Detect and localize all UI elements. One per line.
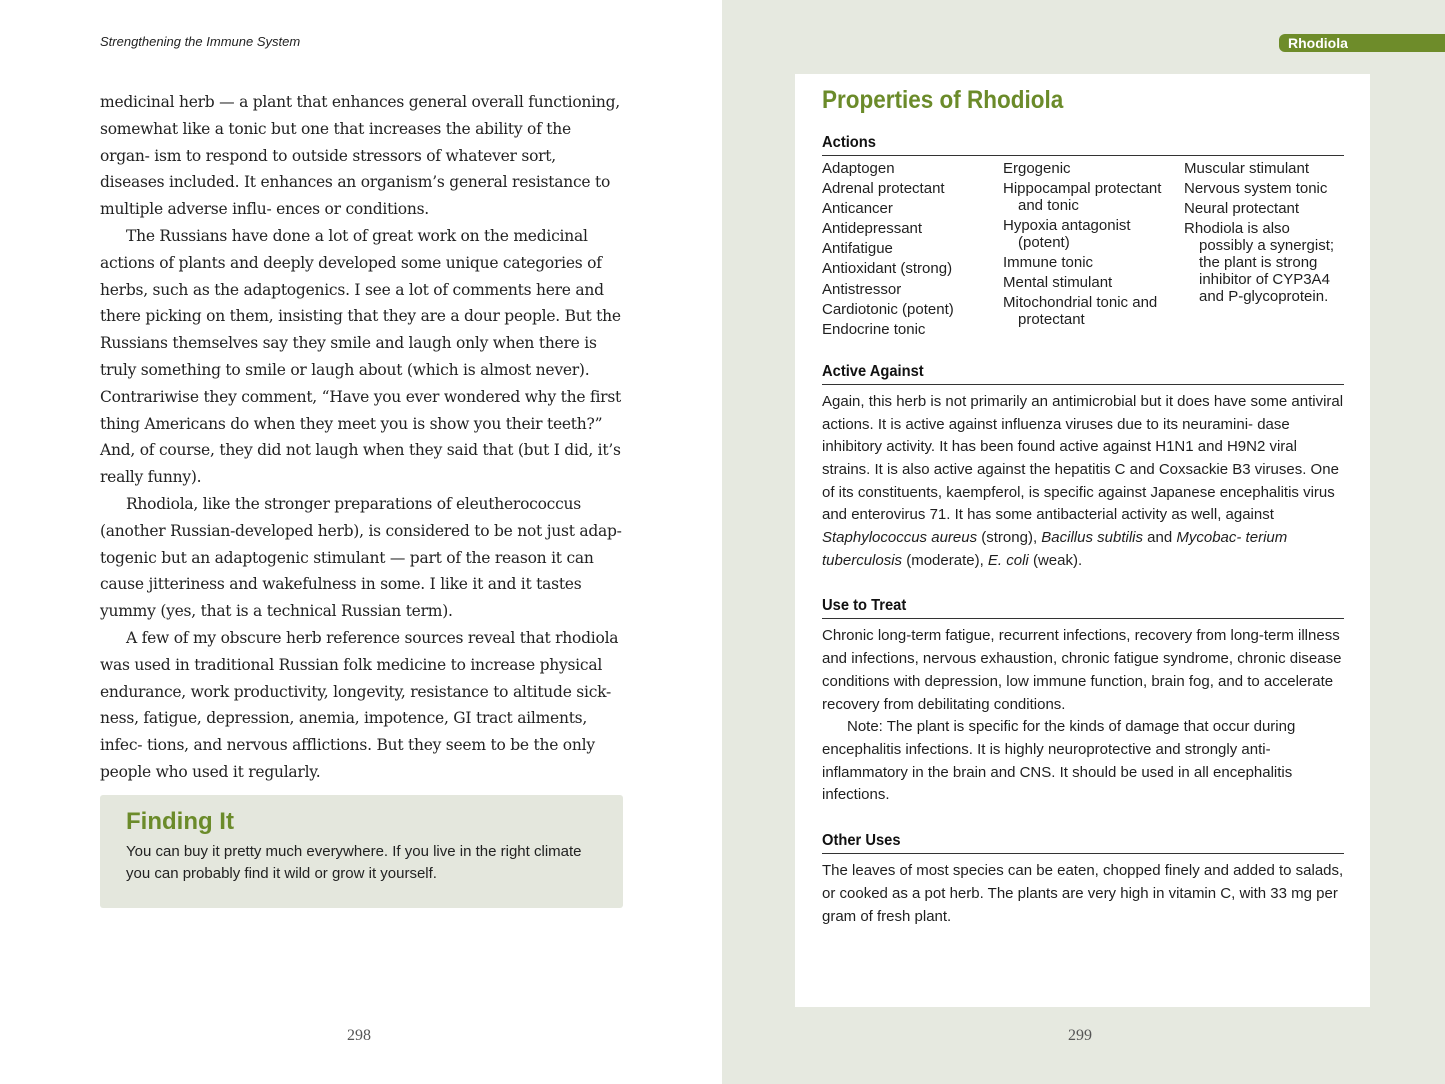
actions-column-1	[822, 160, 1003, 341]
properties-card	[795, 74, 1370, 1007]
action-item: Ergogenic	[1003, 160, 1071, 177]
other-uses-section	[822, 832, 1344, 928]
action-item: Antifatigue	[822, 240, 893, 258]
finding-it-body: You can buy it pretty much everywhere. If you live in the right climate you can probably find it wild or grow it yourself.	[126, 843, 582, 882]
other-uses-body: The leaves of most species can be eaten, chopped finely and added to salads, or cooked as a pot herb. The plants are very high in vitamin C, with 33 mg per gram of fresh plant.	[822, 862, 1344, 925]
left-page	[0, 0, 722, 1084]
actions-grid	[822, 156, 1344, 341]
paragraph: The Russians have done a lot of great work on the medicinal actions of plants and deeply developed some unique categories of herbs, such as the adaptogenics. I see a lot of comments here and there picking on them, insisting that they are a dour people. But the Russians themselves say they smile and laugh only when there is truly something to smile or laugh about (which is almost never). Contrariwise they comment, “Have you ever wondered why the first thing Americans do when they meet you is show you their teeth?” And, of course, they did not laugh when they said that (but I did, it’s really funny).	[100, 226, 622, 487]
action-item: Nervous system tonic	[1184, 180, 1328, 198]
finding-it-box	[100, 795, 623, 908]
action-item: Adaptogen	[822, 160, 895, 177]
action-item: Neural protectant	[1184, 200, 1300, 218]
action-item: Mental stimulant	[1003, 274, 1113, 292]
actions-section	[822, 134, 1344, 341]
actions-column-2	[1003, 160, 1184, 341]
action-item: Mitochondrial tonic and protectant	[1003, 294, 1158, 329]
section-heading: Use to Treat	[822, 597, 1344, 619]
running-head: Strengthening the Immune System	[100, 34, 301, 49]
section-heading: Actions	[822, 134, 1344, 156]
section-tab: Rhodiola	[1279, 34, 1445, 52]
section-heading: Other Uses	[822, 832, 1344, 854]
page-number-left: 298	[347, 1027, 371, 1044]
active-against-section	[822, 363, 1344, 573]
active-against-body: Again, this herb is not primarily an antimicrobial but it does have some antiviral actions. It is active against influenza viruses due to its neuramini- dase inhibitory activity. It has been found active against H1N1 and H9N2 viral strains. It is also active against the hepatitis C and Coxsackie B3 viruses. One of its constituents, kaempferol, is specific against Japanese encephalitis virus and enterovirus 71. It has some antibacterial activity as well, against Staphylococcus aureus (strong), Bacillus subtilis and Mycobac- terium tuberculosis (moderate), E. coli (weak).	[822, 392, 1344, 569]
finding-it-title: Finding It	[126, 808, 234, 835]
right-page	[722, 0, 1445, 1084]
use-to-treat-section	[822, 597, 1344, 807]
action-item: Rhodiola is also possibly a synergist; the plant is strong inhibitor of CYP3A4 and P-glycoprotein.	[1184, 220, 1335, 306]
page-number-right: 299	[1068, 1027, 1092, 1044]
use-to-treat-note: Note: The plant is specific for the kinds of damage that occur during encephalitis infections. It is highly neuroprotective and strongly anti- inflammatory in the brain and CNS. It should be used in all encephalitis infections.	[822, 718, 1296, 804]
action-item: Antidepressant	[822, 220, 923, 238]
paragraph: medicinal herb — a plant that enhances general overall functioning, somewhat like a tonic but one that increases the ability of the organ- ism to respond to outside stressors of whatever sort, diseases included. It enhances an organism’s general resistance to multiple adverse influ- ences or conditions.	[100, 93, 620, 219]
paragraph: Rhodiola, like the stronger preparations of eleutherococcus (another Russian-developed herb), is considered to be not just adap- togenic but an adaptogenic stimulant — part of the reason it can cause jitteriness and wakefulness in some. I like it and it tastes yummy (yes, that is a technical Russian term).	[100, 494, 622, 621]
action-item: Hypoxia antagonist (potent)	[1003, 217, 1131, 252]
action-item: Adrenal protectant	[822, 180, 945, 198]
body-text	[100, 89, 624, 786]
actions-column-3	[1184, 160, 1345, 341]
action-item: Antistressor	[822, 280, 902, 298]
use-to-treat-text: Chronic long-term fatigue, recurrent infections, recovery from long-term illness and infections, nervous exhaustion, chronic fatigue syndrome, chronic disease conditions with depression, low immune function, brain fog, and to accelerate recovery from debilitating conditions.	[822, 627, 1342, 713]
use-to-treat-body	[822, 619, 1344, 807]
paragraph: A few of my obscure herb reference sources reveal that rhodiola was used in traditional Russian folk medicine to increase physical endurance, work productivity, longevity, resistance to altitude sick- ness, fatigue, depression, anemia, impotence, GI tract ailments, infec- tions, and nervous afflictions. But they seem to be the only people who used it regularly.	[100, 628, 619, 781]
action-item: Antioxidant (strong)	[822, 260, 953, 278]
action-item: Anticancer	[822, 200, 893, 218]
card-title: Properties of Rhodiola	[822, 86, 1064, 114]
action-item: Hippocampal protectant and tonic	[1003, 180, 1162, 215]
action-item: Immune tonic	[1003, 254, 1094, 272]
section-heading: Active Against	[822, 363, 1344, 385]
action-item: Cardiotonic (potent)	[822, 300, 954, 318]
action-item: Endocrine tonic	[822, 320, 926, 338]
action-item: Muscular stimulant	[1184, 160, 1310, 177]
